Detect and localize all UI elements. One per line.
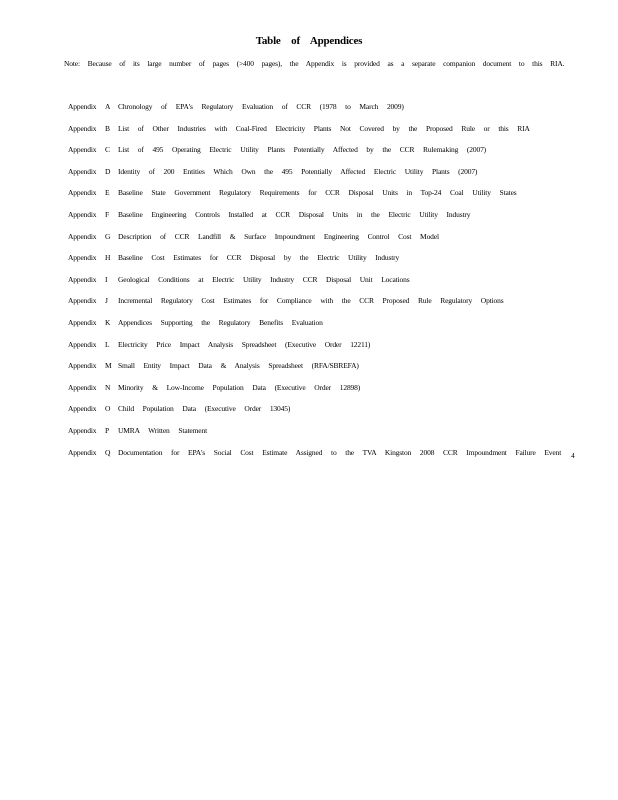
appendix-prefix: Appendix	[68, 188, 97, 198]
appendix-row	[68, 404, 290, 416]
appendix-row	[68, 296, 504, 308]
appendix-description: Baseline Cost Estimates for CCR Disposal by the Electric Utility Industry	[118, 253, 400, 263]
appendix-prefix: Appendix	[68, 404, 97, 414]
appendix-description: Baseline State Government Regulatory Requirements for CCR Disposal Units in Top-24 Coal Utility States	[118, 188, 517, 198]
appendix-prefix: Appendix	[68, 361, 97, 371]
appendix-description: Small Entity Impact Data & Analysis Spreadsheet (RFA/SBREFA)	[118, 361, 359, 371]
appendix-row	[68, 253, 399, 265]
page-number: 4	[571, 451, 575, 460]
appendix-letter: L	[105, 339, 110, 349]
appendix-letter: Q	[105, 447, 111, 457]
appendix-prefix: Appendix	[68, 253, 97, 263]
appendix-prefix: Appendix	[68, 318, 97, 327]
appendix-row	[68, 145, 486, 157]
appendix-row	[68, 124, 530, 136]
appendix-letter: C	[105, 145, 110, 155]
appendix-letter: O	[105, 404, 111, 414]
appendix-prefix: Appendix	[68, 210, 97, 219]
appendix-prefix: Appendix	[68, 145, 97, 155]
appendix-letter: E	[105, 188, 110, 198]
companion-note: Note: Because of its large number of pages (>400 pages), the Appendix is provided as a separate companion document to this RIA.	[64, 59, 565, 68]
appendix-prefix: Appendix	[68, 447, 97, 457]
appendix-row	[68, 167, 477, 179]
appendix-description: UMRA Written Statement	[118, 426, 208, 435]
appendix-row	[68, 340, 370, 352]
appendix-description: Documentation for EPA's Social Cost Estimate Assigned to the TVA Kingston 2008 CCR Impoundment Failure Event	[118, 447, 562, 457]
appendix-letter: F	[105, 210, 110, 219]
appendix-prefix: Appendix	[68, 296, 97, 306]
appendix-description: List of 495 Operating Electric Utility Plants Potentially Affected by the CCR Rulemaking (2007)	[118, 145, 487, 155]
appendix-description: Identity of 200 Entities Which Own the 495 Potentially Affected Electric Utility Plants (2007)	[118, 166, 478, 176]
appendix-prefix: Appendix	[68, 123, 97, 133]
appendix-description: Minority & Low-Income Population Data (Executive Order 12898)	[118, 382, 361, 392]
appendix-prefix: Appendix	[68, 339, 97, 349]
appendix-prefix: Appendix	[68, 102, 97, 111]
appendix-letter: B	[105, 123, 110, 133]
appendix-letter: N	[105, 382, 111, 392]
appendix-prefix: Appendix	[68, 382, 97, 392]
appendix-letter: P	[105, 426, 110, 435]
appendix-prefix: Appendix	[68, 274, 97, 284]
appendix-row	[68, 275, 409, 287]
appendix-letter: K	[105, 318, 111, 327]
appendix-prefix: Appendix	[68, 426, 97, 435]
appendix-row	[68, 448, 561, 460]
appendix-description: Incremental Regulatory Cost Estimates for Compliance with the CCR Proposed Rule Regulatory Options	[118, 296, 504, 306]
appendix-description: Chronology of EPA's Regulatory Evaluation of CCR (1978 to March 2009)	[118, 102, 404, 111]
appendix-description: List of Other Industries with Coal-Fired Electricity Plants Not Covered by the Proposed Rule or this RIA	[118, 123, 530, 133]
appendix-prefix: Appendix	[68, 231, 97, 241]
appendix-description: Baseline Engineering Controls Installed at CCR Disposal Units in the Electric Utility Industry	[118, 210, 471, 219]
appendix-letter: A	[105, 102, 111, 111]
appendix-row	[68, 188, 517, 200]
appendix-description: Geological Conditions at Electric Utility Industry CCR Disposal Unit Locations	[118, 274, 410, 284]
appendix-prefix: Appendix	[68, 166, 97, 176]
appendix-description: Child Population Data (Executive Order 13045)	[118, 404, 291, 414]
appendix-row	[68, 383, 360, 395]
appendix-description: Description of CCR Landfill & Surface Impoundment Engineering Control Cost Model	[118, 231, 439, 241]
appendix-row	[68, 210, 470, 222]
appendix-letter: G	[105, 231, 111, 241]
appendix-description: Electricity Price Impact Analysis Spreadsheet (Executive Order 12211)	[118, 339, 371, 349]
page-title: Table of Appendices	[255, 35, 363, 47]
appendix-row	[68, 426, 207, 438]
appendix-letter: D	[105, 166, 111, 176]
appendix-row	[68, 102, 404, 114]
appendix-letter: J	[105, 296, 108, 306]
appendix-row	[68, 318, 323, 330]
appendix-letter: M	[105, 361, 112, 371]
appendix-row	[68, 232, 439, 244]
appendix-row	[68, 361, 359, 373]
appendix-letter: I	[105, 274, 108, 284]
appendix-letter: H	[105, 253, 111, 263]
appendix-description: Appendices Supporting the Regulatory Benefits Evaluation	[118, 318, 323, 327]
